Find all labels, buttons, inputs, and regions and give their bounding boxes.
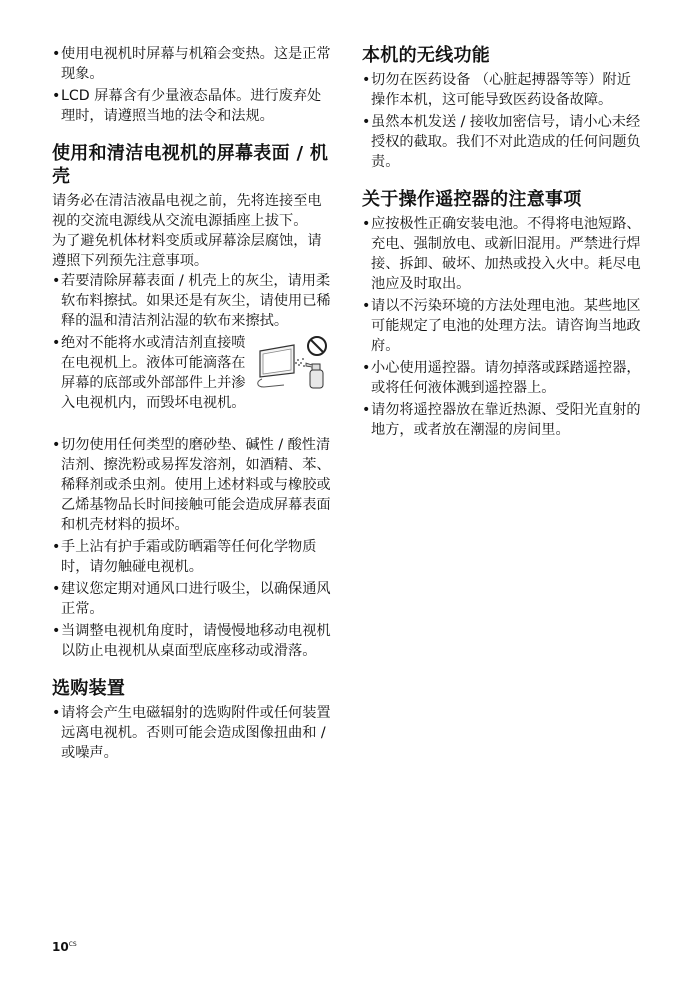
- section-heading: 本机的无线功能: [362, 45, 491, 66]
- list-item-text: 绝对不能将水或清洁剂直接喷在电视机上。液体可能滴落在屏幕的底部或外部部件上并渗入电视机内，而毁坏电视机。: [61, 335, 246, 411]
- remote-list: [362, 214, 642, 440]
- list-item: • 手上沾有护手霜或防晒霜等任何化学物质时，请勿触碰电视机。: [52, 539, 317, 575]
- list-item: • 请将会产生电磁辐射的选购附件或任何装置远离电视机。否则可能会造成图像扭曲和 / 或噪声。: [52, 705, 331, 761]
- list-item-text: 若要清除屏幕表面 / 机壳上的灰尘，请用柔软布料擦拭。如果还是有灰尘，请使用已稀释的温和清洁剂沾湿的软布来擦拭。: [61, 273, 331, 329]
- list-item: • 使用电视机时屏幕与机箱会变热。这是正常现象。: [52, 46, 331, 82]
- list-item: • 切勿在医药设备 （心脏起搏器等等）附近操作本机，这可能导致医药设备故障。: [362, 72, 631, 108]
- list-item-text: 请将会产生电磁辐射的选购附件或任何装置远离电视机。否则可能会造成图像扭曲和 / 或噪声。: [61, 705, 331, 761]
- no-spray-tv-illustration: [254, 335, 332, 393]
- list-item: • 应按极性正确安装电池。不得将电池短路、充电、强制放电、或新旧混用。严禁进行焊接、拆卸、破坏、加热或投入火中。耗尽电池应及时取出。: [362, 216, 641, 292]
- paragraph: 请务必在清洁液晶电视之前，先将连接至电视的交流电源线从交流电源插座上拔下。: [52, 193, 322, 229]
- intro-section: [52, 44, 332, 126]
- list-item: • LCD 屏幕含有少量液态晶体。进行废弃处理时，请遵照当地的法令和法规。: [52, 88, 322, 124]
- intro-list: [52, 44, 332, 126]
- list-item-text: 切勿使用任何类型的磨砂垫、碱性 / 酸性清洁剂、擦洗粉或易挥发溶剂，如酒精、苯、稀释剂或杀虫剂。使用上述材料或与橡胶或乙烯基物品长时间接触可能会造成屏幕表面和机壳材料的损坏。: [61, 437, 331, 533]
- section-heading: 使用和清洁电视机的屏幕表面 / 机壳: [52, 143, 329, 187]
- list-item-text: 手上沾有护手霜或防晒霜等任何化学物质时，请勿触碰电视机。: [61, 539, 317, 575]
- list-item-text: LCD 屏幕含有少量液态晶体。进行废弃处理时，请遵照当地的法令和法规。: [61, 88, 322, 124]
- cleaning-list: [52, 271, 332, 661]
- list-item: • 当调整电视机角度时，请慢慢地移动电视机以防止电视机从桌面型底座移动或滑落。: [52, 623, 331, 659]
- list-item-text: 虽然本机发送 / 接收加密信号，请小心未经授权的截取。我们不对此造成的任何问题负责。: [371, 114, 641, 170]
- page-lang-code: CS: [68, 941, 77, 948]
- right-column: [362, 44, 642, 456]
- paragraph: 为了避免机体材料变质或屏幕涂层腐蚀，请遵照下列预先注意事项。: [52, 233, 322, 269]
- list-item-text: 小心使用遥控器。请勿掉落或踩踏遥控器，或将任何液体溅到遥控器上。: [371, 360, 641, 396]
- list-item-text: 使用电视机时屏幕与机箱会变热。这是正常现象。: [61, 46, 331, 82]
- cleaning-section: [52, 142, 332, 661]
- list-item: • 小心使用遥控器。请勿掉落或踩踏遥控器，或将任何液体溅到遥控器上。: [362, 360, 641, 396]
- left-column: [52, 44, 332, 779]
- list-item: • 若要清除屏幕表面 / 机壳上的灰尘，请用柔软布料擦拭。如果还是有灰尘，请使用已稀释的温和清洁剂沾湿的软布来擦拭。: [52, 273, 331, 329]
- optional-equipment-section: [52, 677, 332, 763]
- section-heading: 关于操作遥控器的注意事项: [362, 189, 582, 210]
- list-item-text: 当调整电视机角度时，请慢慢地移动电视机以防止电视机从桌面型底座移动或滑落。: [61, 623, 331, 659]
- list-item: • 建议您定期对通风口进行吸尘，以确保通风正常。: [52, 581, 331, 617]
- list-item: • 绝对不能将水或清洁剂直接喷在电视机上。液体可能滴落在屏幕的底部或外部部件上并渗入电视机内，而毁坏电视机。: [52, 333, 332, 433]
- list-item-text: 切勿在医药设备 （心脏起搏器等等）附近操作本机，这可能导致医药设备故障。: [371, 72, 631, 108]
- page-number: [52, 940, 77, 954]
- list-item: • 请以不污染环境的方法处理电池。某些地区可能规定了电池的处理方法。请咨询当地政府。: [362, 298, 641, 354]
- list-item: • 虽然本机发送 / 接收加密信号，请小心未经授权的截取。我们不对此造成的任何问题负责。: [362, 114, 641, 170]
- list-item: • 请勿将遥控器放在靠近热源、受阳光直射的地方，或者放在潮湿的房间里。: [362, 402, 641, 438]
- remote-control-section: [362, 188, 642, 440]
- list-item: • 切勿使用任何类型的磨砂垫、碱性 / 酸性清洁剂、擦洗粉或易挥发溶剂，如酒精、苯、稀释剂或杀虫剂。使用上述材料或与橡胶或乙烯基物品长时间接触可能会造成屏幕表面和机壳材料的损坏。: [52, 437, 331, 533]
- optional-list: [52, 703, 332, 763]
- wireless-list: [362, 70, 642, 172]
- list-item-text: 应按极性正确安装电池。不得将电池短路、充电、强制放电、或新旧混用。严禁进行焊接、拆卸、破坏、加热或投入火中。耗尽电池应及时取出。: [371, 216, 641, 292]
- list-item-text: 请以不污染环境的方法处理电池。某些地区可能规定了电池的处理方法。请咨询当地政府。: [371, 298, 641, 354]
- list-item-text: 建议您定期对通风口进行吸尘，以确保通风正常。: [61, 581, 331, 617]
- wireless-section: [362, 44, 642, 172]
- page-number-value: 10: [52, 940, 69, 954]
- list-item-text: 请勿将遥控器放在靠近热源、受阳光直射的地方，或者放在潮湿的房间里。: [371, 402, 641, 438]
- section-heading: 选购装置: [52, 678, 126, 699]
